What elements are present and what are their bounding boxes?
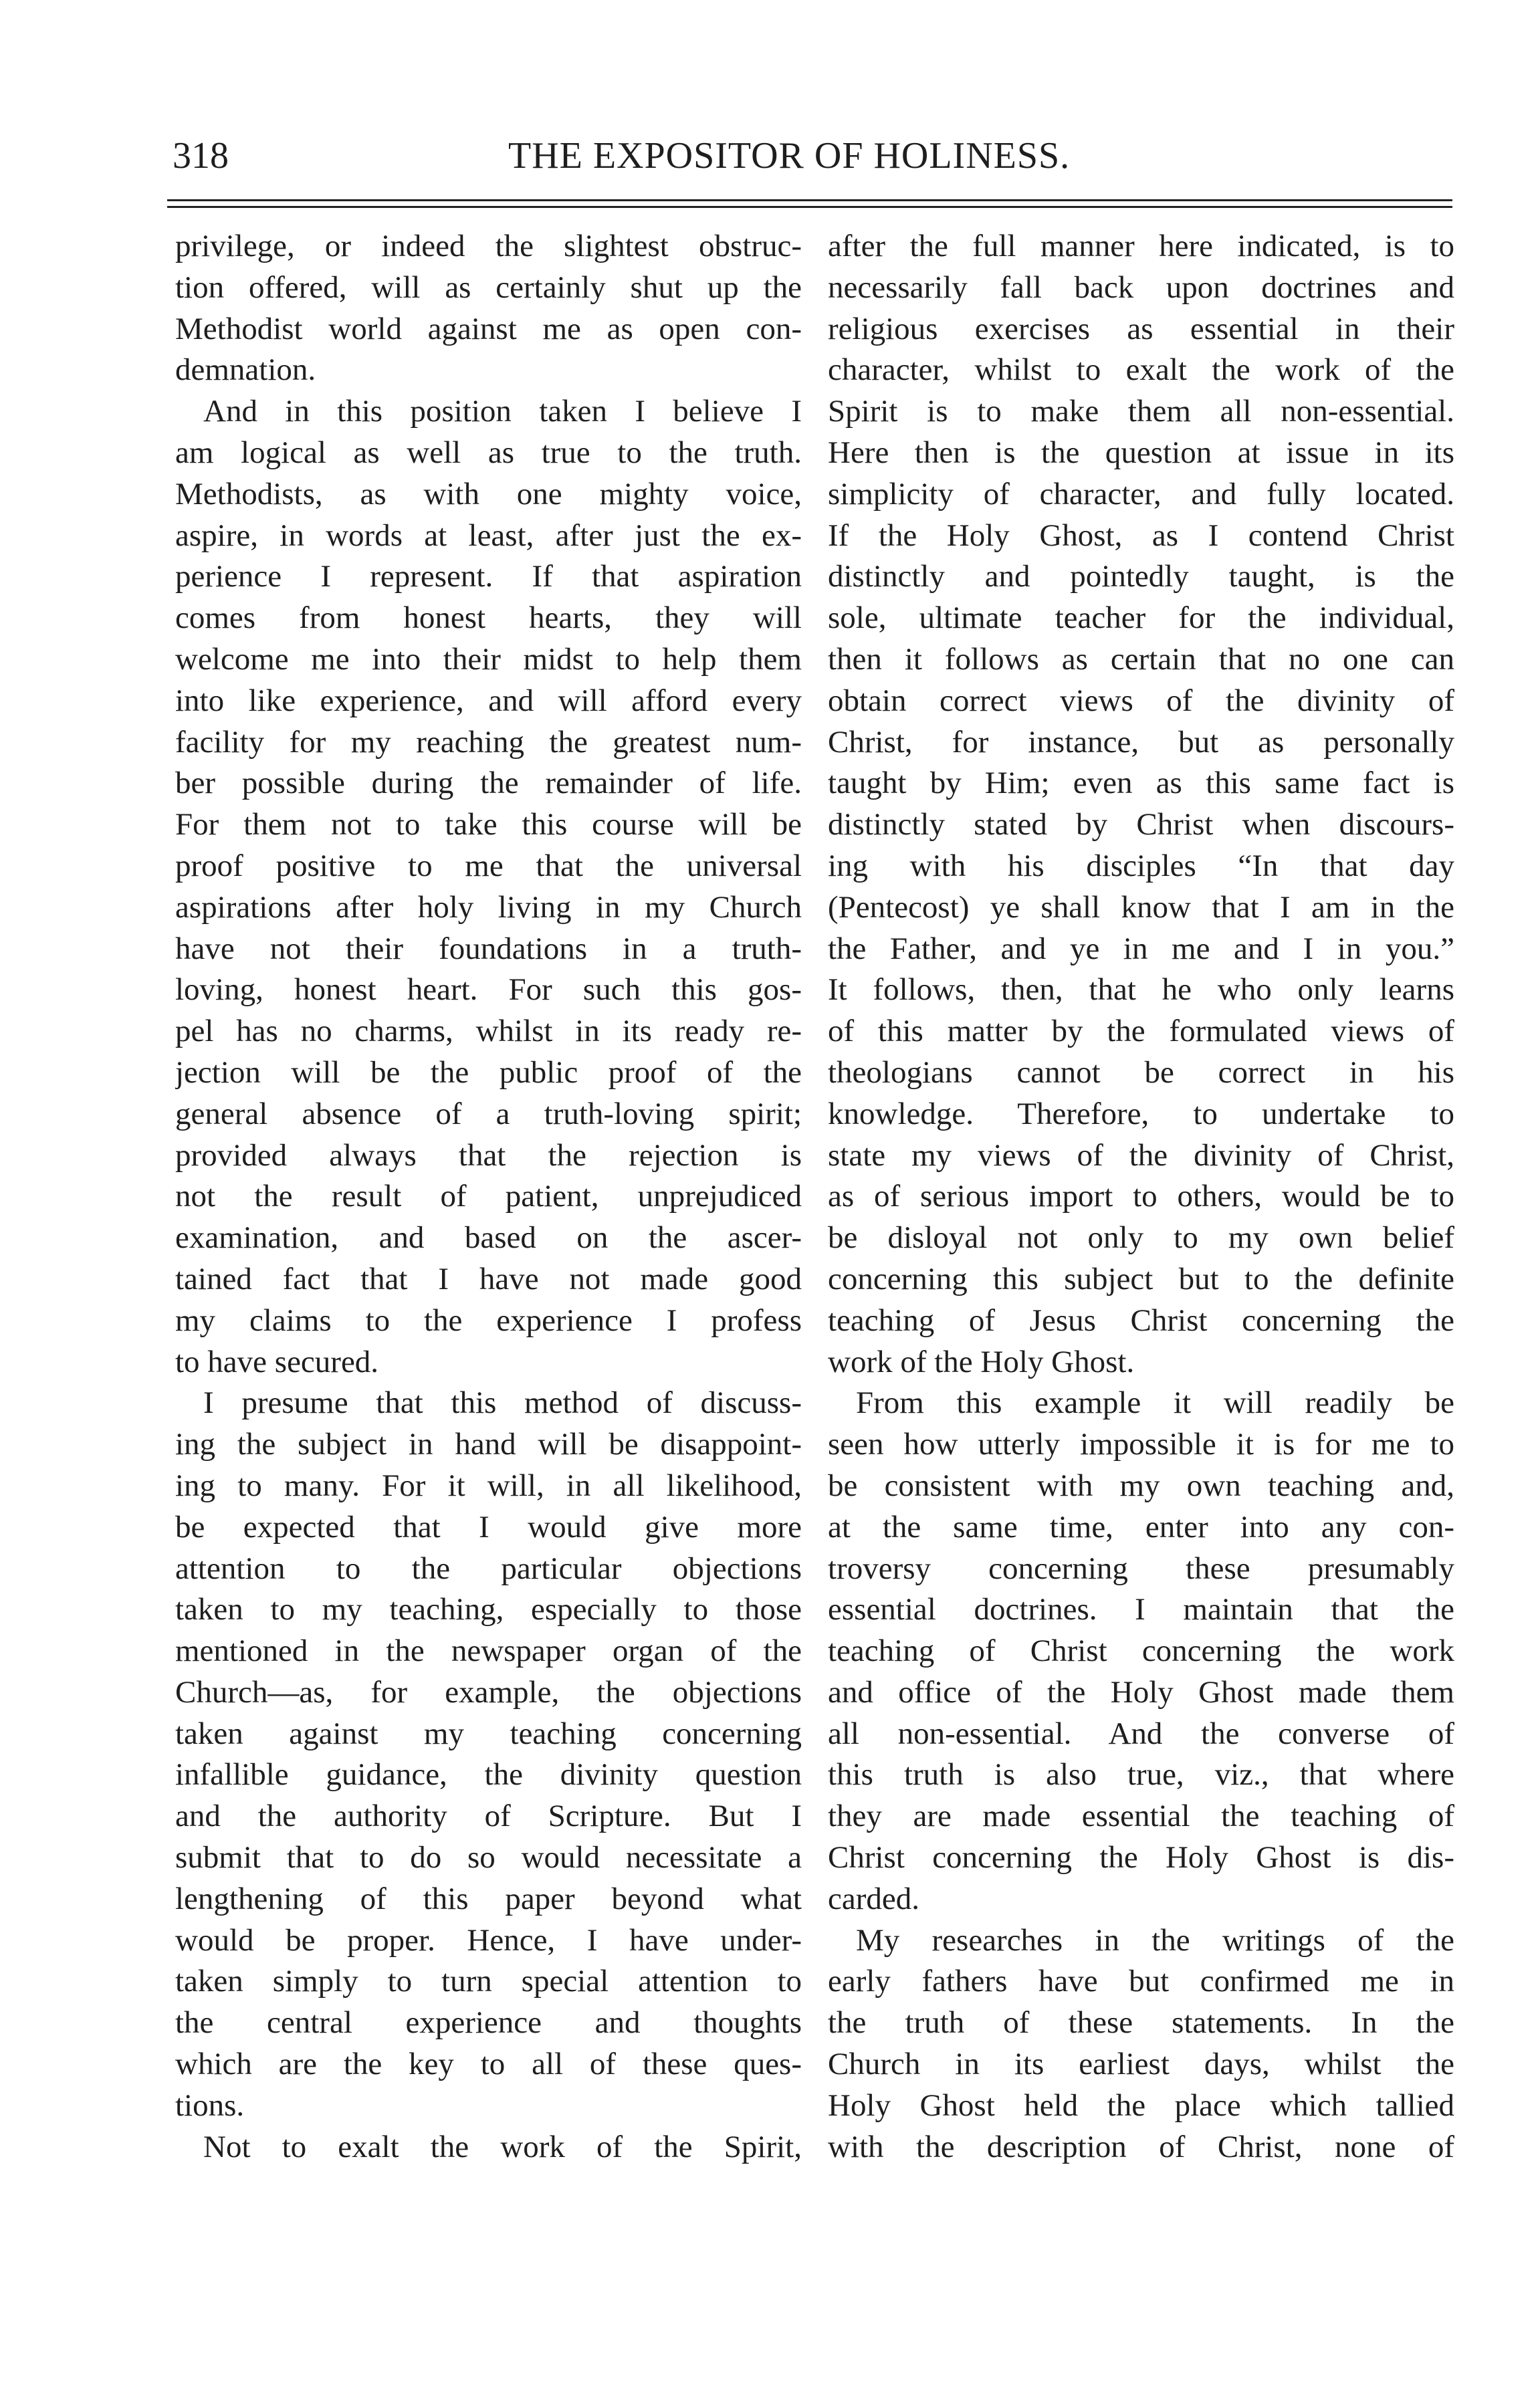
text-line: loving, honest heart. For such this gos-	[175, 972, 802, 1008]
text-line: general absence of a truth-loving spirit;	[175, 1096, 802, 1131]
text-line: the truth of these statements. In the	[828, 2005, 1454, 2041]
text-line: pel has no charms, whilst in its ready re-	[175, 1014, 802, 1049]
text-line: examination, and based on the ascer-	[175, 1220, 802, 1256]
text-line: ing the subject in hand will be disappoint-	[175, 1427, 802, 1462]
text-line: ing with his disciples “In that day	[828, 848, 1454, 883]
text-line: necessarily fall back upon doctrines and	[828, 269, 1454, 305]
text-line: be consistent with my own teaching and,	[828, 1468, 1454, 1503]
text-line: as of serious import to others, would be to	[828, 1179, 1454, 1214]
text-line: If the Holy Ghost, as I contend Christ	[828, 518, 1454, 553]
text-line: obtain correct views of the divinity of	[828, 683, 1454, 718]
text-line: facility for my reaching the greatest num-	[175, 724, 802, 760]
text-line: am logical as well as true to the truth.	[175, 435, 802, 470]
text-line: to have secured.	[175, 1344, 379, 1379]
text-line: knowledge. Therefore, to undertake to	[828, 1096, 1454, 1131]
text-line: demnation.	[175, 352, 316, 388]
text-line: distinctly and pointedly taught, is the	[828, 559, 1454, 594]
text-line: And in this position taken I believe I	[203, 394, 802, 429]
text-line: aspire, in words at least, after just the ex-	[175, 518, 802, 553]
page-number: 318	[173, 135, 229, 177]
text-line: the Father, and ye in me and I in you.”	[828, 931, 1454, 966]
text-line: at the same time, enter into any con-	[828, 1509, 1454, 1545]
text-line: proof positive to me that the universal	[175, 848, 802, 883]
text-line: sole, ultimate teacher for the individual,	[828, 600, 1454, 636]
text-line: of this matter by the formulated views of	[828, 1014, 1454, 1049]
header-rule-top	[167, 199, 1452, 201]
text-line: teaching of Christ concerning the work	[828, 1633, 1454, 1669]
right-text-column	[828, 226, 1454, 2168]
text-line: simplicity of character, and fully located.	[828, 476, 1454, 512]
text-line: (Pentecost) ye shall know that I am in the	[828, 889, 1454, 925]
text-line: tion offered, will as certainly shut up the	[175, 269, 802, 305]
text-line: then it follows as certain that no one can	[828, 641, 1454, 677]
text-line: Methodists, as with one mighty voice,	[175, 476, 802, 512]
text-line: carded.	[828, 1881, 919, 1916]
text-line: perience I represent. If that aspiration	[175, 559, 802, 594]
text-line: Spirit is to make them all non-essential.	[828, 394, 1454, 429]
text-line: submit that to do so would necessitate a	[175, 1840, 802, 1876]
text-line: attention to the particular objections	[175, 1551, 802, 1586]
text-line: jection will be the public proof of the	[175, 1054, 802, 1090]
text-line: all non-essential. And the converse of	[828, 1716, 1454, 1751]
text-line: tained fact that I have not made good	[175, 1261, 802, 1296]
text-line: privilege, or indeed the slightest obstruc-	[175, 229, 802, 263]
text-line: Here then is the question at issue in its	[828, 435, 1454, 470]
text-line: the central experience and thoughts	[175, 2005, 802, 2041]
header-rule-bottom	[167, 206, 1452, 208]
text-line: I presume that this method of discuss-	[203, 1385, 802, 1421]
text-line: my claims to the experience I profess	[175, 1302, 802, 1338]
text-line: they are made essential the teaching of	[828, 1799, 1454, 1834]
text-line: mentioned in the newspaper organ of the	[175, 1633, 802, 1669]
text-line: with the description of Christ, none of	[828, 2129, 1454, 2164]
text-line: ing to many. For it will, in all likelihood,	[175, 1468, 802, 1503]
text-line: not the result of patient, unprejudiced	[175, 1179, 802, 1214]
text-line: Church in its earliest days, whilst the	[828, 2047, 1454, 2082]
text-line: comes from honest hearts, they will	[175, 600, 802, 636]
text-line: infallible guidance, the divinity question	[175, 1757, 802, 1793]
running-title: THE EXPOSITOR OF HOLINESS.	[508, 135, 1071, 177]
text-line: be expected that I would give more	[175, 1509, 802, 1545]
text-line: provided always that the rejection is	[175, 1137, 802, 1173]
text-line: From this example it will readily be	[856, 1385, 1454, 1421]
text-line: Church—as, for example, the objections	[175, 1674, 802, 1710]
text-line: theologians cannot be correct in his	[828, 1054, 1454, 1090]
text-line: lengthening of this paper beyond what	[175, 1881, 802, 1916]
text-line: welcome me into their midst to help them	[175, 641, 802, 677]
text-line: Methodist world against me as open con-	[175, 311, 802, 346]
text-line: this truth is also true, viz., that where	[828, 1757, 1454, 1793]
text-line: It follows, then, that he who only learns	[828, 972, 1454, 1008]
text-line: which are the key to all of these ques-	[175, 2047, 802, 2082]
text-line: Holy Ghost held the place which tallied	[828, 2087, 1454, 2123]
text-line: early fathers have but confirmed me in	[828, 1964, 1454, 1999]
text-line: My researches in the writings of the	[856, 1922, 1454, 1958]
text-line: distinctly stated by Christ when discours-	[828, 807, 1454, 842]
text-line: and office of the Holy Ghost made them	[828, 1674, 1454, 1710]
text-line: would be proper. Hence, I have under-	[175, 1922, 802, 1958]
text-line: Not to exalt the work of the Spirit,	[203, 2129, 802, 2164]
text-line: taken simply to turn special attention to	[175, 1964, 802, 1999]
text-line: character, whilst to exalt the work of the	[828, 352, 1454, 388]
text-line: work of the Holy Ghost.	[828, 1344, 1135, 1379]
text-line: Christ concerning the Holy Ghost is dis-	[828, 1840, 1454, 1876]
text-line: religious exercises as essential in their	[828, 311, 1454, 346]
text-line: taken to my teaching, especially to those	[175, 1592, 802, 1627]
text-line: state my views of the divinity of Christ,	[828, 1137, 1454, 1173]
text-line: be disloyal not only to my own belief	[828, 1220, 1454, 1256]
text-line: troversy concerning these presumably	[828, 1551, 1454, 1586]
text-line: tions.	[175, 2087, 245, 2123]
text-line: into like experience, and will afford every	[175, 683, 802, 718]
text-line: and the authority of Scripture. But I	[175, 1799, 802, 1834]
text-line: taught by Him; even as this same fact is	[828, 766, 1454, 801]
text-line: teaching of Jesus Christ concerning the	[828, 1302, 1454, 1338]
text-line: aspirations after holy living in my Church	[175, 889, 802, 925]
text-line: after the full manner here indicated, is to	[828, 229, 1454, 263]
text-line: ber possible during the remainder of life.	[175, 766, 802, 801]
text-line: taken against my teaching concerning	[175, 1716, 802, 1751]
text-line: seen how utterly impossible it is for me to	[828, 1427, 1454, 1462]
text-line: For them not to take this course will be	[175, 807, 802, 842]
text-line: concerning this subject but to the definite	[828, 1261, 1454, 1296]
text-line: Christ, for instance, but as personally	[828, 724, 1454, 760]
text-line: essential doctrines. I maintain that the	[828, 1592, 1454, 1627]
left-text-column	[175, 226, 802, 2168]
text-line: have not their foundations in a truth-	[175, 931, 802, 966]
